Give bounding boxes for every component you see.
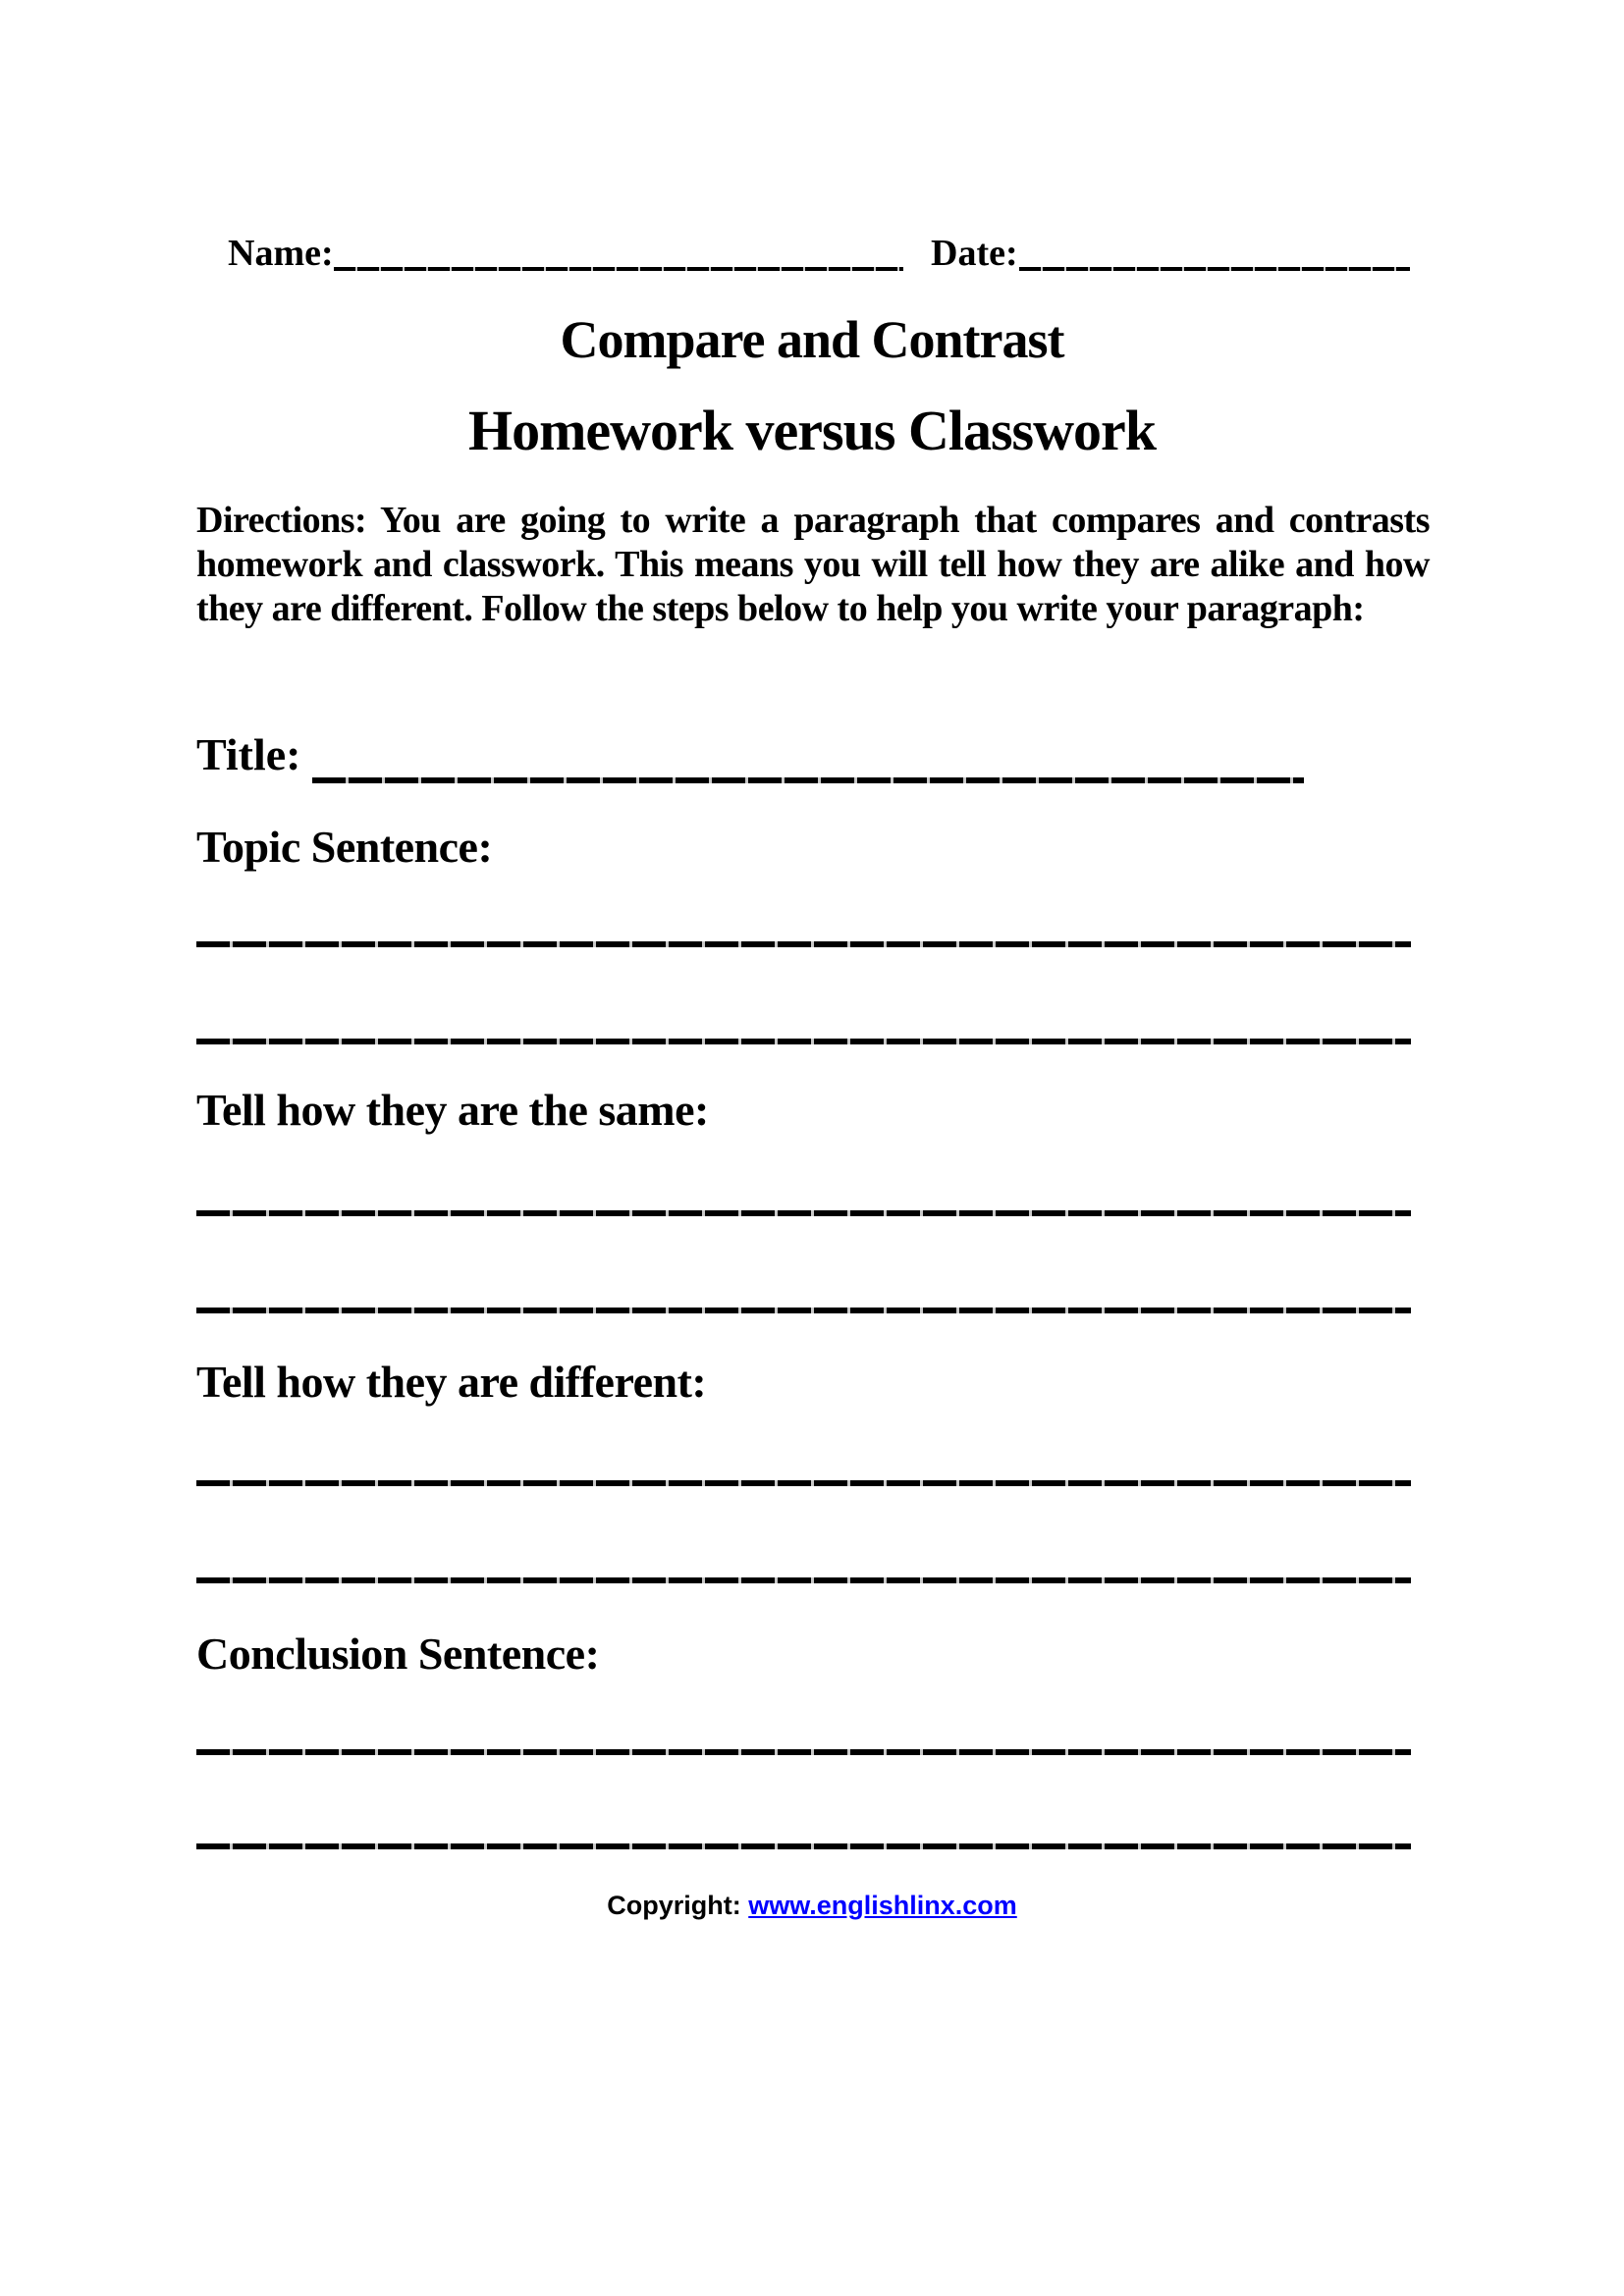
writing-line (196, 1843, 1411, 1849)
section-label-conclusion: Conclusion Sentence: (196, 1629, 600, 1679)
directions-paragraph: Directions: You are going to write a paragraph that compares and contrasts homework and classwork. This means you will tell how they are alike and how they are different. Follow the steps below to help you write your paragraph: (196, 500, 1430, 629)
footer (0, 1891, 1624, 1921)
section-label-topic-sentence: Topic Sentence: (196, 822, 493, 872)
copyright-label: Copyright: (607, 1891, 741, 1920)
title-field-label: Title: (196, 729, 301, 779)
date-label: Date: (931, 233, 1018, 274)
title-blank-line (312, 777, 1304, 783)
writing-line (196, 1577, 1411, 1583)
writing-line (196, 1039, 1411, 1044)
writing-line (196, 1308, 1411, 1313)
name-blank-line (334, 267, 903, 271)
writing-line (196, 941, 1411, 947)
name-label: Name: (228, 233, 334, 274)
worksheet-title: Compare and Contrast (560, 310, 1064, 369)
writing-line (196, 1749, 1411, 1755)
writing-line (196, 1480, 1411, 1486)
worksheet-subtitle: Homework versus Classwork (468, 399, 1156, 462)
date-blank-line (1019, 267, 1410, 271)
englishlinx-link[interactable]: www.englishlinx.com (748, 1891, 1017, 1920)
writing-line (196, 1210, 1411, 1216)
section-label-same: Tell how they are the same: (196, 1085, 709, 1135)
section-label-different: Tell how they are different: (196, 1357, 707, 1407)
